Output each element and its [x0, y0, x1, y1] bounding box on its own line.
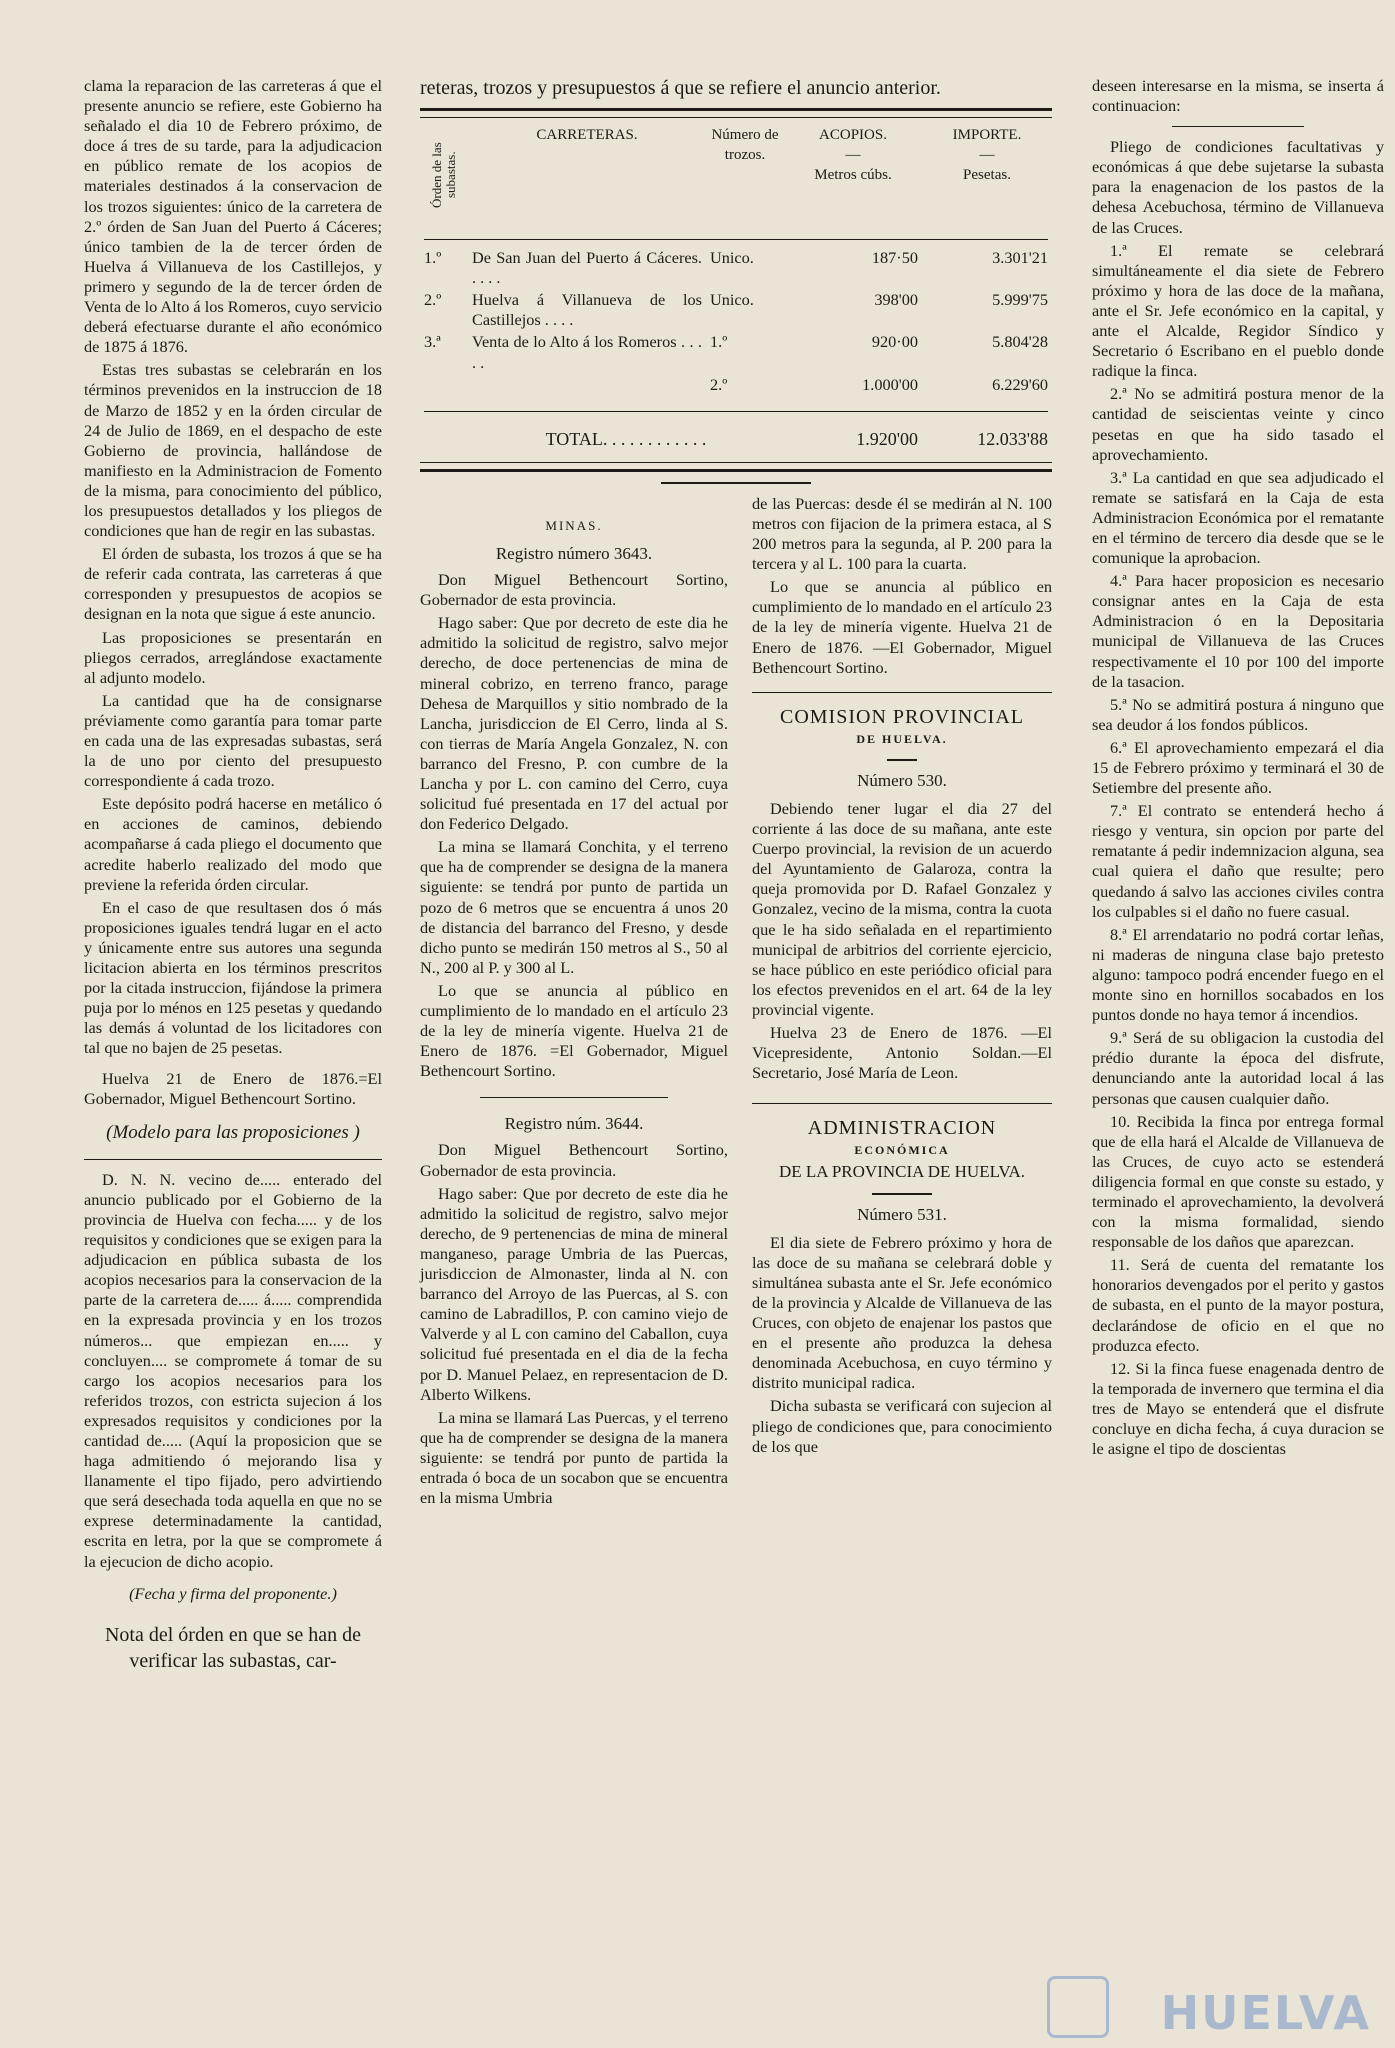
condition-1: 1.ª El remate se celebrará simultáneamente el dia siete de Febrero próximo y hora de las doce de la mañana, ante el Sr. Jefe económico en la capital, y ante el Alcalde, Regidor Síndico y Secretario ó Escribano en el pueblo donde radique la finca. [1092, 240, 1384, 381]
divider [420, 117, 1052, 118]
registro-heading: Registro número 3643. [495, 543, 653, 563]
col-header-num: Número de trozos. [711, 127, 779, 164]
subastas-table [420, 124, 1052, 450]
paragraph: La cantidad que ha de consignarse préviamente como garantía para tomar parte en cada una de las expresadas subastas, será la de uno por ciento del presupuesto correspondiente á cada trozo. [84, 690, 382, 791]
divider [84, 1159, 382, 1160]
model-heading: (Modelo para las proposiciones ) [106, 1121, 360, 1143]
paragraph: clama la reparacion de las carreteras á que el presente anuncio se refiere, este Gobierno ha señalado el dia 10 de Febrero próximo, de doce á tres de su tarde, para la adjudicacion en público remate de los acopios de materiales destinados á la conservacion de los trozos siguientes: único de la carretera de 2.º órden de San Juan del Puerto á Cáceres; único tambien de la de tercer órden de Huelva á Villanueva de los Castillejos, y primero y segundo de la de tercer órden de Venta de lo Alto á los Romeros, cuyo servicio deberá efectuarse durante el año económico de 1875 á 1876. [84, 76, 382, 357]
proponent-signature: (Fecha y firma del proponente.) [129, 1583, 337, 1603]
paragraph: de las Puercas: desde él se medirán al N. 100 metros con fijacion de la primera estaca, al S 200 metros para la segunda, al P. 200 para la tercera y al L. 100 para la cuarta. [752, 493, 1052, 574]
paragraph: Debiendo tener lugar el dia 27 del corriente á las doce de su mañana, ante este Cuerpo provincial, la revision de un acuerdo del Ayuntamiento de Galaroza, contra la queja promovida por D. Rafael Gonzalez y Gonzalez, vecino de la misma, contra la cuota que le ha sido señalada en el repartimiento municipal de arbitrios del corriente ejercicio, se hace público en este periódico oficial para los efectos prevenidos en el art. 64 de la ley provincial vigente. [752, 798, 1052, 1019]
condition-2: 2.ª No se admitirá postura menor de la cantidad de seiscientas veinte y cinco pesetas en que ha sido tasado el aprovechamiento. [1092, 384, 1384, 464]
total-label: TOTAL. . . . . . . . . . . . [545, 428, 707, 449]
paragraph: La mina se llamará Las Puercas, y el terreno que ha de comprender se designa de la manera siguiente: se tendrá por punto de partida la entrada ó boca de un socabon que se encuentra en la misma Umbria [420, 1407, 728, 1508]
col-header-roads: CARRETERAS. [536, 127, 638, 143]
divider [420, 108, 1052, 111]
paragraph: La mina se llamará Conchita, y el terreno que ha de comprender se designa de la manera siguiente: se tendrá por punto de partida un pozo de 6 metros que se encuentra á unos 20 de distancia del barranco del Fresno, y desde dicho punto se medirán 150 metros al S., 50 al N., 200 al P. y 300 al L. [420, 837, 728, 977]
pliego-heading: Pliego de condiciones facultativas y económicas á que debe sujetarse la subasta para la enagenacion de los pastos de la dehesa Acebuchosa, término de Villanueva de las Cruces. [1092, 137, 1384, 237]
paragraph: Lo que se anuncia al público en cumplimiento de lo mandado en el artículo 23 de la ley de minería vigente. Huelva 21 de Enero de 1876. =El Gobernador, Miguel Bethencourt Sortino. [420, 980, 728, 1081]
paragraph: deseen interesarse en la misma, se inserta á continuacion: [1092, 76, 1384, 116]
total-metros: 1.920'00 [856, 428, 918, 449]
condition-8: 8.ª El arrendatario no podrá cortar leñas, ni maderas de ninguna clase bajo pretesto alguno: tampoco podrá encender fuego en el monte sino en hornillos socabados en los puntos donde no haya temor á incendios. [1092, 924, 1384, 1025]
registro-heading: Registro núm. 3644. [504, 1114, 644, 1134]
paragraph: El órden de subasta, los trozos á que se ha de referir cada contrata, las carreteras á que corresponden y presupuestos de acopios se designan en la nota que sigue á este anuncio. [84, 544, 382, 624]
watermark-logo-icon [1047, 1976, 1109, 2038]
divider [420, 462, 1052, 463]
condition-4: 4.ª Para hacer proposicion es necesario consignar antes en la Caja de esta Administracion ó en la Depositaria municipal de Villanueva de las Cruces respectivamente el 10 por 100 del importe de la tasacion. [1092, 571, 1384, 691]
paragraph: Las proposiciones se presentarán en pliegos cerrados, arreglándose exactamente al adjunto modelo. [84, 627, 382, 687]
condition-9: 9.ª Será de su obligacion la custodia del prédio durante la época del disfrute, denunciando ante la autoridad local á las personas que causen cualquier daño. [1092, 1028, 1384, 1108]
middle-subcolumns [420, 494, 1052, 1874]
total-pesetas: 12.033'88 [977, 428, 1048, 449]
signature-line: Huelva 21 de Enero de 1876.=El Gobernador, Miguel Bethencourt Sortino. [84, 1068, 382, 1108]
registro-head: Don Miguel Bethencourt Sortino, Gobernador de esta provincia. [420, 570, 728, 610]
divider [420, 469, 1052, 472]
divider [480, 1097, 668, 1098]
divider [752, 692, 1052, 693]
divider [872, 1193, 932, 1195]
column-left [84, 76, 382, 1674]
signature-line: Huelva 23 de Enero de 1876. —El Vicepresidente, Antonio Soldan.—El Secretario, José María de Leon. [752, 1023, 1052, 1083]
condition-6: 6.ª El aprovechamiento empezará el dia 15 de Febrero próximo y terminará el 30 de Setiembre del presente año. [1092, 737, 1384, 798]
column-middle [420, 76, 1052, 1874]
divider [887, 759, 917, 761]
subcolumn-minas [420, 494, 728, 1511]
paragraph: Dicha subasta se verificará con sujecion al pliego de condiciones que, para conocimiento de los que [752, 1396, 1052, 1456]
table-row: 3.ª Venta de lo Alto á los Romeros . . . . . 1.º 920·00 5.804'28 [424, 332, 1048, 372]
model-text: D. N. N. vecino de..... enterado del anuncio publicado por el Gobierno de la provincia de Huelva con fecha..... y de los requisitos y condiciones que se exigen para la adjudicacion en pública subasta de los acopios necesarios para la conservacion de la parte de la carretera de..... á..... comprendida en la expresada provincia y en los trozos números... que empiezan en..... y concluyen.... se compromete á tomar de su cargo los acopios necesarios para los referidos trozos, con estricta sujecion á los expresados requisitos y condiciones por la cantidad de..... (Aquí la proposicion que se haga admitiendo ó mejorando lisa y llanamente el tipo fijado, pero advirtiendo que será desechada toda aquella en que no se exprese determinadamente la cantidad, escrita en letra, por la que se compromete á la ejecucion de dicho acopio. [84, 1169, 382, 1571]
condition-7: 7.ª El contrato se entenderá hecho á riesgo y ventura, sin opcion por parte del rematante á pedir indemnizacion alguna, sea cual quiera el daño que resulte; pero quedando á salvo las acciones civiles contra los culpables si el daño no fuere casual. [1092, 801, 1384, 921]
comision-title: COMISION PROVINCIAL [779, 705, 1024, 728]
watermark: HUELVA [1160, 1986, 1371, 2040]
comision-number: Número 530. [857, 770, 947, 790]
comision-subtitle: DE HUELVA. [856, 731, 948, 746]
divider [1172, 126, 1304, 127]
administracion-title: ADMINISTRACION [807, 1117, 997, 1140]
table-row: 2.º 1.000'00 6.229'60 [710, 374, 1048, 394]
registro-head: Don Miguel Bethencourt Sortino, Gobernador de esta provincia. [420, 1140, 728, 1180]
paragraph: Este depósito podrá hacerse en metálico ó en acciones de caminos, debiendo acompañarse á cada pliego el documento que acredite haberlo realizado del modo que previene la referida órden circular. [84, 794, 382, 894]
table-row: 1.º De San Juan del Puerto á Cáceres. . . . . Unico. 187·50 3.301'21 [424, 248, 1048, 288]
col-header-acopios: ACOPIOS. — Metros cúbs. [814, 127, 892, 184]
condition-10: 10. Recibida la finca por entrega formal que de ella hará el Alcalde de Villanueva de las Cruces, de cuyo acto se estenderá diligencia formal en que conste su estado, y terminado el aprovechamiento, la devolverá con la misma formalidad, siendo responsable de los daños que aparezcan. [1092, 1111, 1384, 1252]
subcolumn-right [752, 494, 1052, 1460]
table-row: 2.º Huelva á Villanueva de los Castillejos . . . . Unico. 398'00 5.999'75 [424, 290, 1048, 330]
nota-heading: Nota del órden en que se han de verificar las subastas, car- [104, 1623, 361, 1672]
condition-3: 3.ª La cantidad en que sea adjudicado el remate se satisfará en la Caja de esta Administracion Económica por el rematante en el término de tercero dia desde que se le comunique la aprobacion. [1092, 467, 1384, 568]
condition-11: 11. Será de cuenta del rematante los honorarios devengados por el perito y gastos de subasta, en el punto de la mayor postura, declarándose de oficio en el que no produzca efecto. [1092, 1255, 1384, 1355]
paragraph: Hago saber: Que por decreto de este dia he admitido la solicitud de registro, salvo mejor derecho, de doce pertenencias de mina de mineral cobrizo, en terreno franco, parage Dehesa de Marquillos y sitio nombrado de la Lancha, jurisdiccion de El Cerro, linda al S. con tierras de María Angela Gonzalez, N. con barranco del Fresno, P. con cumbre de la Lancha y por L. con camino del Cerro, cuya solicitud fué presentada en 17 del actual por don Federico Delgado. [420, 613, 728, 834]
administracion-number: Número 531. [857, 1204, 947, 1224]
col-header-importe: IMPORTE. — Pesetas. [952, 127, 1022, 184]
paragraph: Lo que se anuncia al público en cumplimiento de lo mandado en el artículo 23 de la ley de minería vigente. Huelva 21 de Enero de 1876. —El Gobernador, Miguel Bethencourt Sortino. [752, 577, 1052, 677]
paragraph: Hago saber: Que por decreto de este dia he admitido la solicitud de registro, salvo mejor derecho, de 9 pertenencias de mina de mineral manganeso, parage Umbria de las Puercas, jurisdiccion de Almonaster, linda al N. con barranco del Arroyo de las Puercas, al S. con camino de Labradillos, P. con camino viejo de Valverde y al L con camino del Caballon, cuya solicitud fué presentada en el dia de la fecha por D. Manuel Pelaez, en representacion de D. Alberto Wilkens. [420, 1183, 728, 1404]
administracion-line: DE LA PROVINCIA DE HUELVA. [778, 1162, 1026, 1182]
col-header-order: Órden de las subastas. [429, 142, 458, 208]
paragraph: El dia siete de Febrero próximo y hora de las doce de su mañana se celebrará doble y simultánea subasta ante el Sr. Jefe económico de la provincia y Alcalde de Villanueva de las Cruces, con objeto de enajenar los pastos que en el presente año produzca la dehesa denominada Acebuchosa, en cuyo término y distrito municipal radica. [752, 1232, 1052, 1393]
condition-5: 5.ª No se admitirá postura á ninguno que sea deudor á los fondos públicos. [1092, 694, 1384, 734]
section-heading-minas: MINAS. [545, 517, 603, 533]
condition-12: 12. Si la finca fuese enagenada dentro de la temporada de invernero que termina el dia tres de Mayo se entenderá que el disfrute concluye en dicha fecha, á cuya duracion se le asigne el tipo de doscientas [1092, 1358, 1384, 1459]
paragraph: Estas tres subastas se celebrarán en los términos prevenidos en la instruccion de 18 de Marzo de 1852 y en la órden circular de 24 de Julio de 1869, en el despacho de este Gobierno de provincia, hallándose de manifiesto en la Administracion de Fomento de la misma, para conocimiento del público, los presupuestos detallados y los pliegos de condiciones que han de regir en las subastas. [84, 360, 382, 541]
table-header-row [420, 124, 1052, 232]
table-total-row [420, 419, 1052, 450]
paragraph: En el caso de que resultasen dos ó más proposiciones iguales tendrá lugar en el acto y únicamente entre sus autores una segunda licitacion abierta en los términos prescritos por la citada instruccion, fijándose la primera puja por lo ménos en 125 pesetas y quedando las demás á voluntad de los licitadores con tal que no bajen de 25 pesetas. [84, 897, 382, 1058]
administracion-subtitle: ECONÓMICA [854, 1143, 950, 1158]
column-right [1092, 76, 1384, 1462]
divider [752, 1103, 1052, 1104]
ornament-divider [661, 482, 811, 484]
table-lead-text: reteras, trozos y presupuestos á que se refiere el anuncio anterior. [420, 77, 941, 99]
